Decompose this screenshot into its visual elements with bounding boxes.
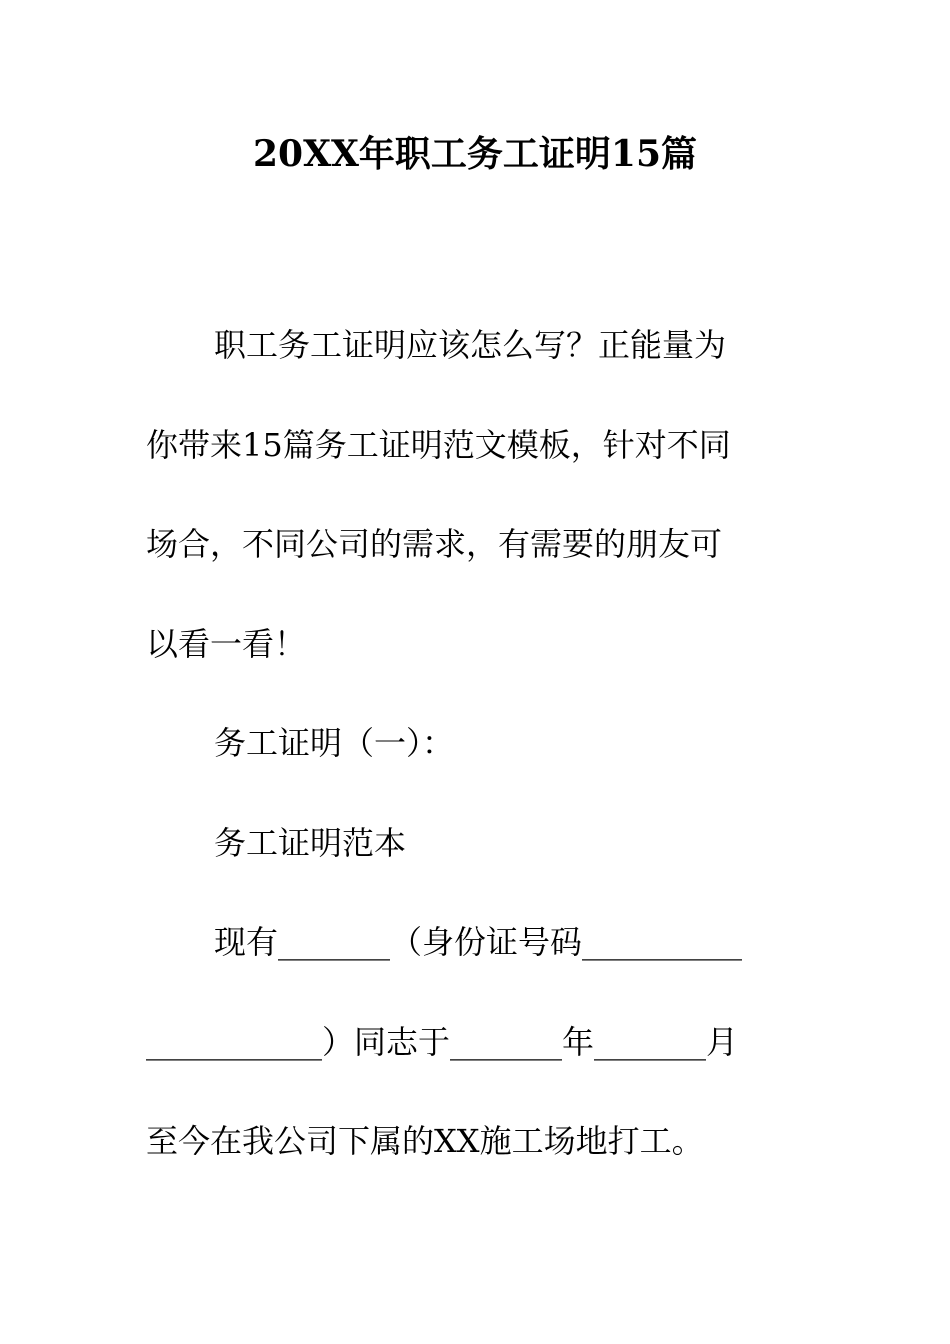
intro-line-3: 场合，不同公司的需求，有需要的朋友可 — [146, 525, 723, 563]
certificate-line-2: ___________）同志于_______年_______月 — [146, 1022, 739, 1061]
intro-line-4: 以看一看！ — [146, 624, 307, 663]
document-title: 20XX年职工务工证明15篇 — [252, 133, 698, 175]
template-heading: 务工证明范本 — [214, 823, 407, 862]
document-body — [146, 296, 806, 1192]
section-heading: 务工证明（一）： — [214, 724, 455, 762]
intro-line-2: 你带来15篇务工证明范文模板，针对不同 — [146, 425, 731, 464]
certificate-line-1: 现有_______（身份证号码__________ — [214, 923, 743, 961]
certificate-line-3: 至今在我公司下属的XX施工场地打工。 — [146, 1122, 704, 1160]
intro-line-1: 职工务工证明应该怎么写？正能量为 — [214, 326, 727, 364]
